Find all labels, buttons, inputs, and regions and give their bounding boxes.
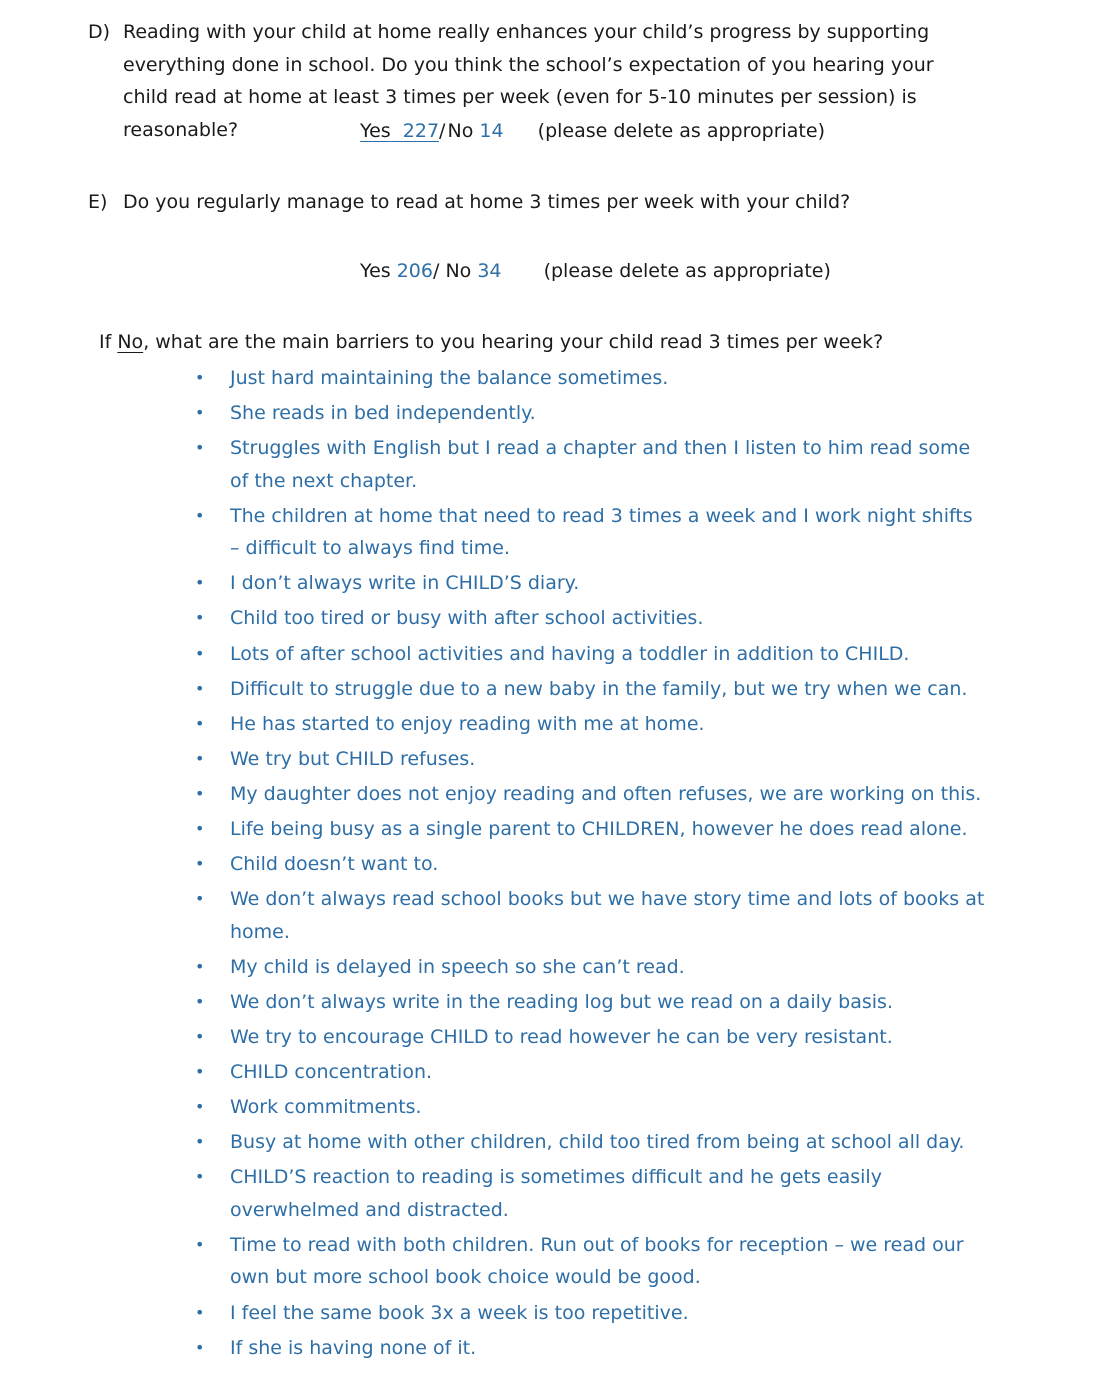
question-e-answer [360,256,831,286]
bullet-icon: • [195,643,205,663]
response-text: Time to read with both children. Run out of books for reception – we read our own but more school book choice would be good. [230,1233,964,1289]
bullet-icon: • [195,748,205,768]
bullet-icon: • [195,1234,205,1254]
response-text: Life being busy as a single parent to CHILDREN, however he does read alone. [230,818,968,841]
question-d-yes [360,120,439,142]
barriers-list [195,362,985,1367]
yes-count: 227 [402,120,440,142]
list-item [195,1021,985,1054]
response-text: Child too tired or busy with after school activities. [230,607,704,630]
list-item [195,397,985,430]
list-item [195,1056,985,1089]
list-item [195,432,985,497]
bullet-icon: • [195,368,205,387]
response-text: Difficult to struggle due to a new baby in the family, but we try when we can. [230,677,968,700]
bullet-icon: • [195,854,205,874]
list-item [195,1229,985,1294]
response-text: The children at home that need to read 3 times a week and I work night shifts – difficult to always find time. [230,504,973,560]
response-text: I feel the same book 3x a week is too repetitive. [230,1301,689,1324]
list-item [195,986,985,1019]
list-item [195,1091,985,1124]
list-item [195,638,985,671]
list-item [195,743,985,776]
response-text: He has started to enjoy reading with me at home. [230,712,705,735]
list-item [195,1332,985,1365]
barriers-prefix: If [99,331,112,353]
bullet-icon: • [195,505,205,525]
response-text: CHILD’S reaction to reading is sometimes difficult and he gets easily overwhelmed and distracted. [230,1166,882,1221]
question-d-answer [360,116,825,146]
bullet-icon: • [195,991,205,1011]
yes-count: 206 [396,260,433,282]
bullet-icon: • [195,1132,205,1152]
bullet-icon: • [195,573,205,593]
response-text: I don’t always write in CHILD’S diary. [230,572,580,595]
no-label: No [447,120,474,142]
answer-separator: / [439,120,446,142]
list-item [195,500,985,565]
question-e-text: Do you regularly manage to read at home 3 times per week with your child? [123,191,851,213]
list-item [195,813,985,846]
barriers-no-word: No [117,331,144,353]
list-item [195,778,985,811]
bullet-icon: • [195,438,205,458]
bullet-icon: • [195,1062,205,1082]
bullet-icon: • [195,1167,205,1187]
answer-instruction [522,260,544,282]
list-item [195,673,985,706]
answer-instruction: (please delete as appropriate) [537,120,825,142]
answer-separator: / [432,260,440,282]
response-text: She reads in bed independently. [230,402,536,425]
response-text: CHILD concentration. [230,1061,433,1084]
list-item [195,567,985,600]
response-text: My child is delayed in speech so she can’t read. [230,955,685,978]
barriers-question-text: , what are the main barriers to you hearing your child read 3 times per week? [143,331,884,353]
bullet-icon: • [195,819,205,839]
question-d-letter: D) [88,21,111,43]
bullet-icon: • [195,713,205,733]
response-text: We try to encourage CHILD to read however he can be very resistant. [230,1026,893,1048]
no-count: 34 [477,260,502,282]
bullet-icon: • [195,1302,205,1322]
yes-label: Yes [360,260,391,282]
response-text: We try but CHILD refuses. [230,747,476,770]
list-item [195,602,985,635]
response-text: We don’t always write in the reading log but we read on a daily basis. [230,990,893,1013]
response-text: We don’t always read school books but we have story time and lots of books at home. [230,888,985,943]
response-text: My daughter does not enjoy reading and often refuses, we are working on this. [230,782,982,805]
bullet-icon: • [195,1337,205,1357]
bullet-icon: • [195,678,205,698]
response-text: Child doesn’t want to. [230,853,439,876]
response-text: Busy at home with other children, child too tired from being at school all day. [230,1131,965,1154]
bullet-icon: • [195,783,205,803]
no-count: 14 [479,120,504,142]
list-item [195,848,985,881]
bullet-icon: • [195,1097,205,1117]
question-d-text: Reading with your child at home really enhances your child’s progress by supporting everything done in school. Do you think the school’s expectation of you hearing your child read at home at least 3 times per week (even for 5-10 minutes per session) is reasonable? [123,21,934,141]
barriers-question [99,326,883,358]
list-item [195,1126,985,1159]
bullet-icon: • [195,608,205,628]
list-item [195,883,985,948]
yes-label: Yes [360,120,391,142]
list-item [195,362,985,395]
list-item [195,951,985,984]
bullet-icon: • [195,403,205,423]
no-label: No [445,260,472,282]
response-text: Struggles with English but I read a chapter and then I listen to him read some of the next chapter. [230,437,971,492]
answer-instruction-text: (please delete as appropriate) [543,260,831,282]
response-text: If she is having none of it. [230,1336,477,1359]
list-item [195,1161,985,1226]
response-text: Just hard maintaining the balance sometimes. [230,367,669,389]
bullet-icon: • [195,1027,205,1046]
response-text: Lots of after school activities and having a toddler in addition to CHILD. [230,642,910,665]
list-item [195,1297,985,1330]
list-item [195,708,985,741]
bullet-icon: • [195,956,205,976]
response-text: Work commitments. [230,1096,422,1119]
bullet-icon: • [195,889,205,909]
question-e-letter: E) [88,191,108,213]
